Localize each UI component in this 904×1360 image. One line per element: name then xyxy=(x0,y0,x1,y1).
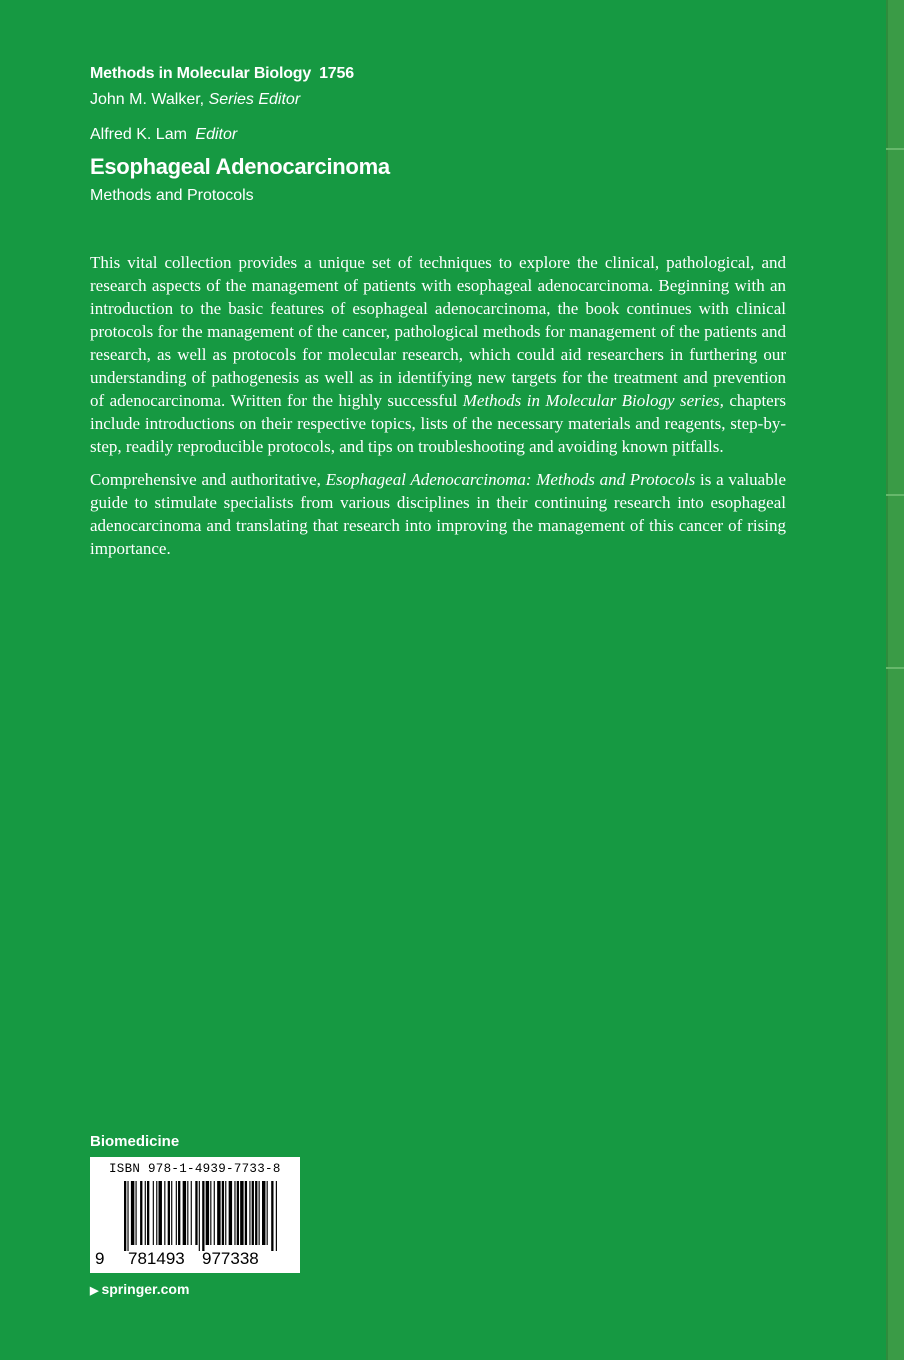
barcode-bar xyxy=(183,1181,186,1245)
barcode-bar xyxy=(267,1181,268,1245)
series-title xyxy=(90,65,354,83)
barcode-bar xyxy=(252,1181,254,1245)
publisher-link-text: springer.com xyxy=(101,1281,190,1297)
barcode-bar xyxy=(276,1181,277,1251)
barcode-bar xyxy=(191,1181,192,1245)
barcode-bar xyxy=(147,1181,149,1245)
spine-divider xyxy=(886,494,904,496)
description-paragraph xyxy=(90,251,786,458)
series-number: 1756 xyxy=(319,65,354,82)
description-text: chapters include introductions on their respective topics, lists of the necessary materials and reagents, step-by-step, readily reproducible protocols, and tips on troubleshooting and avoiding known pitfalls. xyxy=(90,391,786,456)
barcode-bar xyxy=(178,1181,180,1245)
description-paragraph xyxy=(90,468,786,560)
description-text: This vital collection provides a unique set of techniques to explore the clinical, pathological, and research aspects of the management of patients with esophageal adenocarcinoma. Beginning with an introduction to the basic features of esophageal adenocarcinoma, the book continues with clinical protocols for the management of the cancer, pathological methods for management of the patients and research, as well as protocols for molecular research, which could aid researchers in furthering our understanding of pathogenesis as well as in identifying new targets for the treatment and prevention of adenocarcinoma. Written for the highly successful xyxy=(90,253,786,410)
isbn-label: ISBN 978-1-4939-7733-8 xyxy=(109,1162,281,1176)
barcode-bar xyxy=(136,1181,137,1245)
barcode-bar xyxy=(202,1181,204,1251)
barcode-bar xyxy=(234,1181,235,1245)
series-name: Methods in Molecular Biology xyxy=(90,65,312,82)
editor-role: Editor xyxy=(195,126,238,143)
book-description xyxy=(90,251,786,570)
barcode-bar xyxy=(171,1181,172,1245)
description-italic: Methods in Molecular Biology series, xyxy=(462,391,724,410)
barcode-bar xyxy=(164,1181,165,1245)
description-text: Comprehensive and authoritative, xyxy=(90,470,326,489)
barcode-bar xyxy=(131,1181,134,1245)
barcode-bar xyxy=(249,1181,250,1245)
barcode-bar xyxy=(206,1181,209,1245)
barcode-bar xyxy=(145,1181,146,1245)
barcode-bar xyxy=(187,1181,188,1245)
barcode-bar xyxy=(168,1181,170,1245)
barcode-bar xyxy=(217,1181,220,1245)
spine-divider xyxy=(886,667,904,669)
barcode-bar xyxy=(240,1181,243,1245)
series-editor-role: Series Editor xyxy=(208,91,301,108)
barcode-bar xyxy=(124,1181,126,1251)
barcode-bar xyxy=(225,1181,226,1245)
book-spine xyxy=(886,0,904,1360)
barcode-bars xyxy=(90,1181,300,1251)
barcode-bar xyxy=(222,1181,224,1245)
barcode-bar xyxy=(127,1181,128,1251)
barcode-digits-right: 977338 xyxy=(202,1249,259,1268)
barcode-digits xyxy=(90,1249,300,1269)
barcode-bar xyxy=(210,1181,211,1245)
barcode-digits-left: 781493 xyxy=(128,1249,185,1268)
barcode-bar xyxy=(255,1181,257,1245)
barcode-bar xyxy=(176,1181,177,1245)
spine-divider xyxy=(886,148,904,150)
editor-name: Alfred K. Lam xyxy=(90,126,187,143)
barcode-bar xyxy=(153,1181,154,1245)
series-editor-name: John M. Walker, xyxy=(90,91,205,108)
description-text: is a valuable guide to stimulate specialists from various disciplines in their continuing research into esophageal adenocarcinoma and translating that research into improving the management of this cancer of rising importance. xyxy=(90,470,786,558)
barcode-digit-first: 9 xyxy=(95,1249,105,1268)
barcode-bar xyxy=(195,1181,197,1245)
barcode-bar xyxy=(140,1181,142,1245)
barcode-bar xyxy=(214,1181,215,1245)
publisher-link[interactable] xyxy=(90,1281,189,1297)
description-italic: Esophageal Adenocarcinoma: Methods and Protocols xyxy=(325,470,696,489)
barcode-bar xyxy=(245,1181,247,1245)
barcode-bar xyxy=(156,1181,157,1245)
barcode-bar xyxy=(262,1181,265,1245)
barcode-bar xyxy=(199,1181,200,1251)
barcode-bar xyxy=(237,1181,239,1245)
book-subtitle: Methods and Protocols xyxy=(90,187,254,204)
volume-editor xyxy=(90,126,237,144)
isbn-barcode xyxy=(90,1157,300,1273)
series-editor xyxy=(90,91,300,109)
barcode-bar xyxy=(159,1181,162,1245)
barcode-bar xyxy=(229,1181,232,1245)
barcode-bar xyxy=(271,1181,273,1251)
book-title: Esophageal Adenocarcinoma xyxy=(90,154,390,179)
barcode-bar xyxy=(259,1181,260,1245)
subject-category: Biomedicine xyxy=(90,1133,180,1150)
arrow-right-icon: ▶ xyxy=(90,1285,99,1297)
